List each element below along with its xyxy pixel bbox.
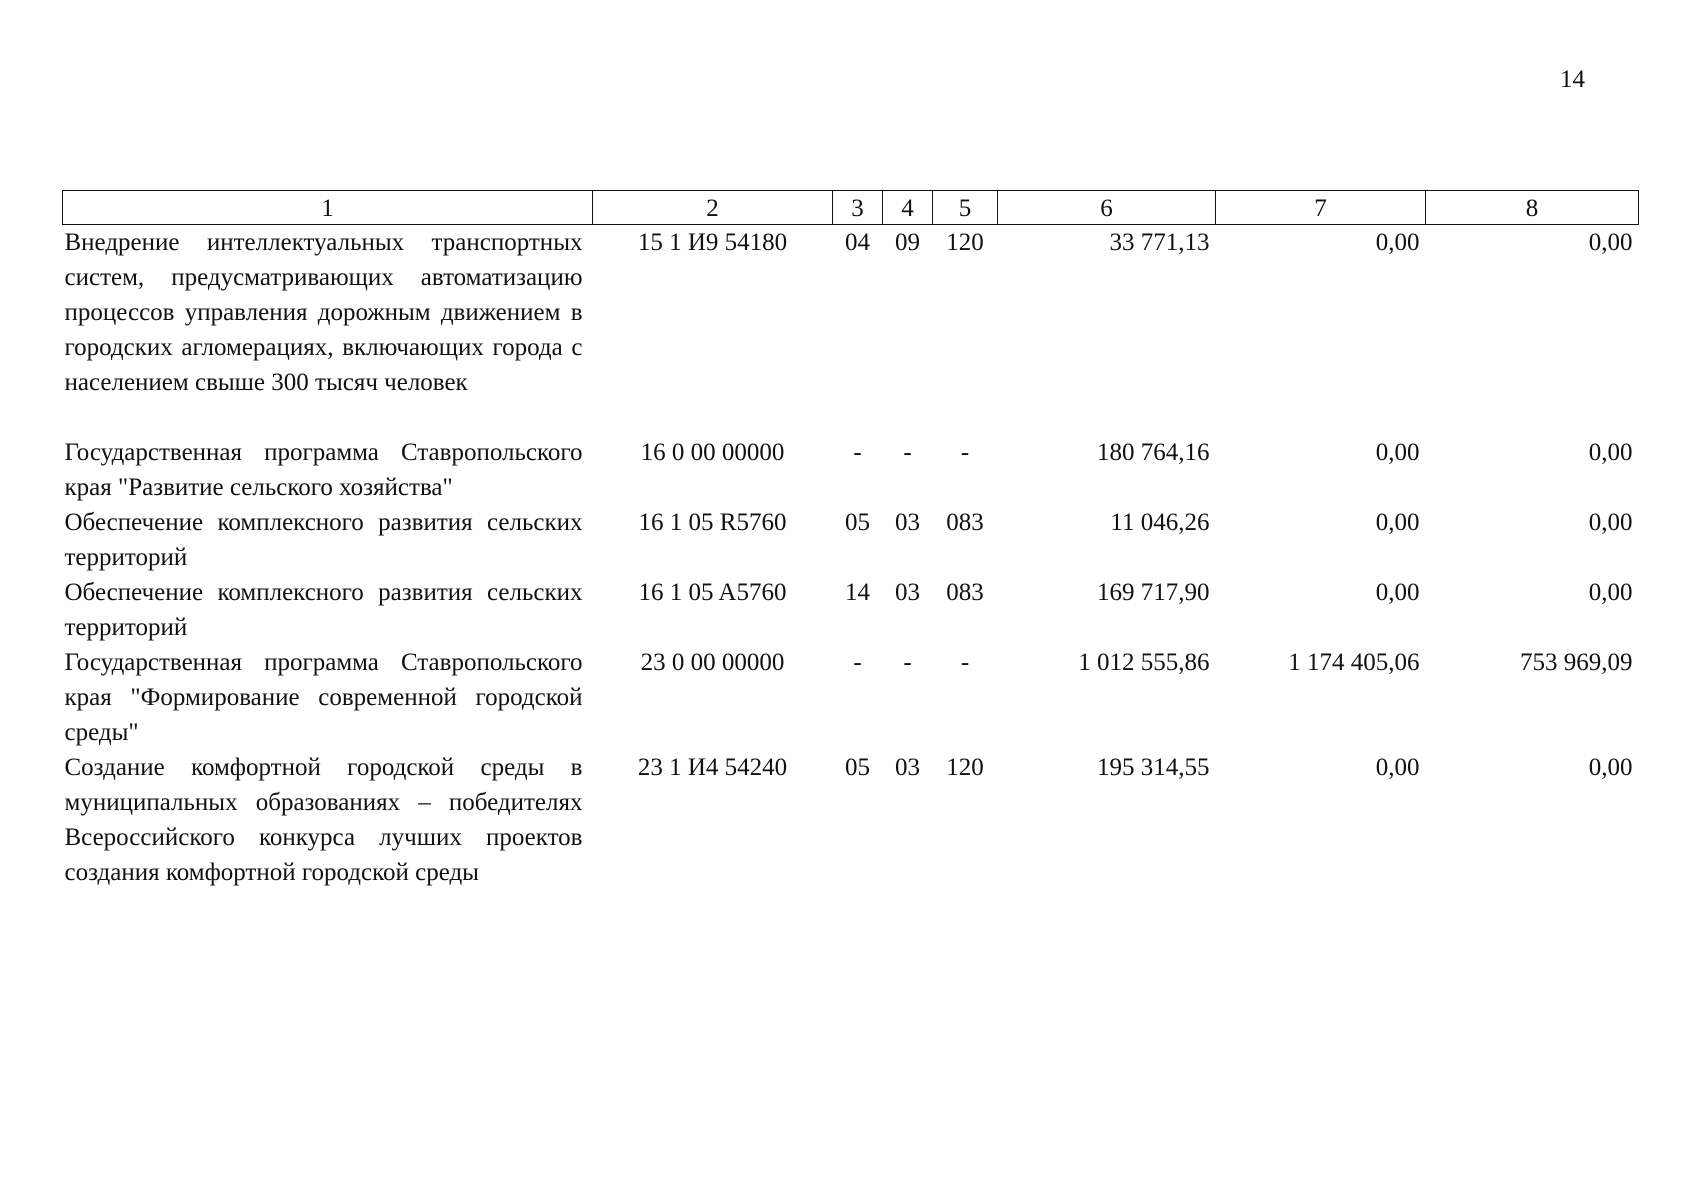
row-col4: 03: [895, 509, 920, 536]
row-value-6: 180 764,16: [1097, 439, 1210, 466]
row-col5: -: [960, 649, 970, 676]
row-name: Обеспечение комплексного развития сельских территорий: [64, 509, 583, 571]
row-value-8: 753 969,09: [1520, 649, 1633, 676]
row-value-8: 0,00: [1588, 579, 1633, 606]
header-row: [63, 191, 1639, 225]
column-header: 6: [998, 191, 1216, 225]
budget-table: [62, 190, 1639, 890]
row-name: Государственная программа Ставропольского края "Развитие сельского хозяйства": [64, 439, 583, 501]
row-name: Создание комфортной городской среды в муниципальных образованиях – победителях Всероссийского конкурса лучших проектов создания комфортной городской среды: [64, 754, 583, 886]
row-value-8: 0,00: [1588, 509, 1633, 536]
column-header: 4: [883, 191, 933, 225]
table-row: [63, 750, 1639, 890]
row-value-7: 0,00: [1375, 229, 1420, 256]
column-header: 8: [1426, 191, 1639, 225]
row-code: 23 1 И4 54240: [637, 754, 788, 781]
row-name: Внедрение интеллектуальных транспортных систем, предусматривающих автоматизацию процессов управления дорожным движением в городских агломерациях, включающих города с населением свыше 300 тысяч человек: [64, 229, 583, 396]
row-value-6: 1 012 555,86: [1078, 649, 1210, 676]
row-col4: 03: [895, 579, 920, 606]
row-value-7: 0,00: [1375, 439, 1420, 466]
row-col5: -: [960, 439, 970, 466]
row-code: 23 0 00 00000: [640, 649, 785, 676]
column-header: 5: [933, 191, 998, 225]
column-header: 1: [63, 191, 593, 225]
row-code: 16 1 05 A5760: [638, 579, 787, 606]
row-col4: -: [903, 439, 912, 466]
row-col3: -: [853, 649, 862, 676]
row-col3: 05: [845, 754, 870, 781]
column-header: 7: [1216, 191, 1426, 225]
row-col5: 083: [946, 579, 984, 606]
row-value-6: 169 717,90: [1097, 579, 1210, 606]
row-col4: 09: [895, 229, 920, 256]
row-col5: 083: [946, 509, 984, 536]
row-code: 16 1 05 R5760: [638, 509, 787, 536]
row-col3: 14: [845, 579, 870, 606]
row-value-7: 0,00: [1375, 579, 1420, 606]
row-value-7: 0,00: [1375, 754, 1420, 781]
row-col3: -: [853, 439, 862, 466]
row-value-6: 33 771,13: [1109, 229, 1210, 256]
page-number: 14: [1560, 66, 1585, 93]
row-col5: 120: [946, 229, 984, 256]
table-row: [63, 575, 1639, 645]
row-value-6: 11 046,26: [1110, 509, 1210, 536]
row-col3: 04: [845, 229, 870, 256]
row-value-8: 0,00: [1588, 229, 1633, 256]
row-col3: 05: [845, 509, 870, 536]
column-header: 3: [833, 191, 883, 225]
table-row: [63, 645, 1639, 750]
row-col5: 120: [946, 754, 984, 781]
row-name: Государственная программа Ставропольского края "Формирование современной городской среды": [64, 649, 583, 746]
row-col4: -: [903, 649, 912, 676]
row-value-7: 1 174 405,06: [1288, 649, 1420, 676]
row-value-6: 195 314,55: [1097, 754, 1210, 781]
row-value-8: 0,00: [1588, 439, 1633, 466]
row-value-7: 0,00: [1375, 509, 1420, 536]
table-row: [63, 505, 1639, 575]
row-code: 16 0 00 00000: [640, 439, 785, 466]
spacer-row: [63, 400, 1639, 435]
row-name: Обеспечение комплексного развития сельских территорий: [64, 579, 583, 641]
table-row: [63, 435, 1639, 505]
table-row: [63, 225, 1639, 401]
row-value-8: 0,00: [1588, 754, 1633, 781]
column-header: 2: [593, 191, 833, 225]
row-code: 15 1 И9 54180: [637, 229, 788, 256]
row-col4: 03: [895, 754, 920, 781]
